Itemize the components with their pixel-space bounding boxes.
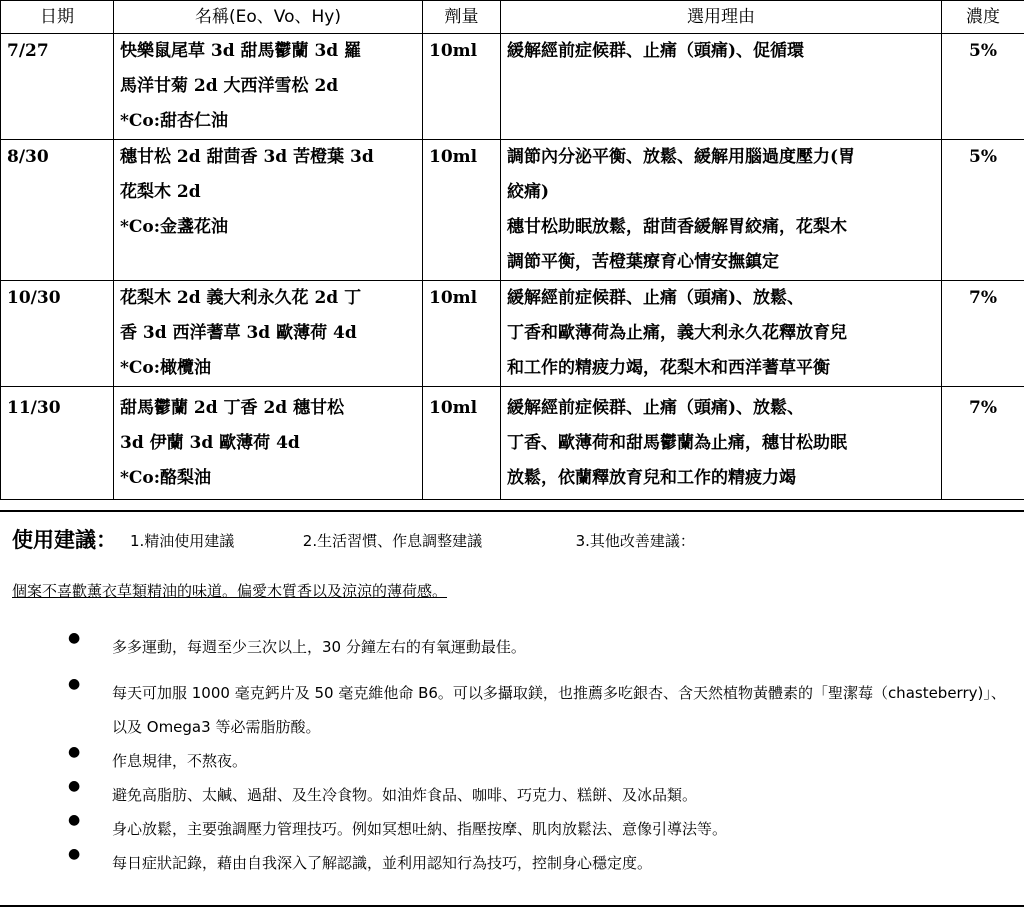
row-dose: 10ml [423,34,501,140]
row-name [114,140,423,281]
name-line: 3d 伊蘭 3d 歐薄荷 4d [120,433,300,453]
tip-text: 每日症狀記錄，藉由自我深入了解認識，並利用認知行為技巧，控制身心穩定度。 [112,854,653,872]
header-name: 名稱(Eo、Vo、Hy) [114,1,423,34]
row-date: 11/30 [1,387,114,500]
name-line: 穗甘松 2d 甜茴香 3d 苦橙葉 3d [120,147,374,167]
row-date: 7/27 [1,34,114,140]
advice-item-lifestyle: 2.生活習慣、作息調整建議 [302,532,483,550]
row-reason [501,34,942,140]
header-date: 日期 [1,1,114,34]
table-row [1,387,1024,500]
reason-line: 放鬆，依蘭釋放育兒和工作的精疲力竭 [507,468,796,488]
carrier-oil: *Co:甜杏仁油 [120,111,229,131]
header-reason: 選用理由 [501,1,942,34]
reason-line: 調節內分泌平衡、放鬆、緩解用腦過度壓力(胃 [507,147,856,167]
tip-text: 作息規律，不熬夜。 [112,752,248,770]
reason-line: 和工作的精疲力竭，花梨木和西洋蓍草平衡 [507,358,830,378]
row-name [114,34,423,140]
advice-item-other: 3.其他改善建議： [575,532,695,550]
row-dose: 10ml [423,140,501,281]
row-concentration: 5% [942,140,1024,281]
list-item [0,676,1012,744]
row-date: 8/30 [1,140,114,281]
reason-line: 緩解經前症候群、止痛（頭痛)、促循環 [507,41,805,61]
name-line: 花梨木 2d [120,182,201,202]
row-name [114,387,423,500]
bullet-icon: ● [68,676,81,692]
tip-text: 身心放鬆，主要強調壓力管理技巧。例如冥想吐納、指壓按摩、肌肉放鬆法、意像引導法等。 [112,820,728,838]
table-row [1,281,1024,387]
tip-text: 每天可加服 1000 毫克鈣片及 50 毫克維他命 B6。可以多攝取鎂，也推薦多吃銀杏、含天然植物黃體素的「聖潔莓（chasteberry)」、以及 Omega3 等必需脂肪酸。 [112,684,1006,736]
reason-line: 丁香、歐薄荷和甜馬鬱蘭為止痛，穗甘松助眠 [507,433,847,453]
reason-line: 緩解經前症候群、止痛（頭痛)、放鬆、 [507,288,805,308]
advice-categories [130,530,695,551]
page-bottom-divider [0,905,1024,907]
header-dose: 劑量 [423,1,501,34]
header-concentration: 濃度 [942,1,1024,34]
tip-text: 多多運動，每週至少三次以上，30 分鐘左右的有氧運動最佳。 [112,638,526,656]
reason-line: 絞痛) [507,182,550,202]
bullet-icon: ● [68,744,81,760]
name-line: 香 3d 西洋蓍草 3d 歐薄荷 4d [120,323,357,343]
client-preference-note: 個案不喜歡薰衣草類精油的味道。偏愛木質香以及涼涼的薄荷感。 [12,582,448,600]
lifestyle-tips-list [0,630,1012,880]
advice-title: 使用建議： [12,528,117,552]
table-header-row [1,1,1024,34]
list-item [0,744,1012,778]
table-row [1,140,1024,281]
list-item [0,846,1012,880]
bullet-icon: ● [68,846,81,862]
row-name [114,281,423,387]
row-reason [501,387,942,500]
list-item [0,778,1012,812]
row-concentration: 5% [942,34,1024,140]
carrier-oil: *Co:橄欖油 [120,358,212,378]
row-reason [501,140,942,281]
row-concentration: 7% [942,281,1024,387]
name-line: 快樂鼠尾草 3d 甜馬鬱蘭 3d 羅 [120,41,362,61]
tip-text: 避免高脂肪、太鹹、過甜、及生冷食物。如油炸食品、咖啡、巧克力、糕餅、及冰品類。 [112,786,698,804]
row-concentration: 7% [942,387,1024,500]
carrier-oil: *Co:金盞花油 [120,217,229,237]
bullet-icon: ● [68,630,81,646]
bullet-icon: ● [68,778,81,794]
row-dose: 10ml [423,281,501,387]
row-dose: 10ml [423,387,501,500]
table-row [1,34,1024,140]
name-line: 馬洋甘菊 2d 大西洋雪松 2d [120,76,339,96]
list-item [0,812,1012,846]
table-bottom-divider [0,510,1024,512]
reason-line: 調節平衡，苦橙葉療育心情安撫鎮定 [507,252,779,272]
list-item [0,630,1012,664]
name-line: 花梨木 2d 義大利永久花 2d 丁 [120,288,362,308]
row-date: 10/30 [1,281,114,387]
advice-item-essential-oil: 1.精油使用建議 [130,532,235,550]
reason-line: 丁香和歐薄荷為止痛，義大利永久花釋放育兒 [507,323,847,343]
reason-line: 緩解經前症候群、止痛（頭痛)、放鬆、 [507,398,805,418]
reason-line: 穗甘松助眠放鬆，甜茴香緩解胃絞痛，花梨木 [507,217,847,237]
name-line: 甜馬鬱蘭 2d 丁香 2d 穗甘松 [120,398,345,418]
row-reason [501,281,942,387]
bullet-icon: ● [68,812,81,828]
carrier-oil: *Co:酪梨油 [120,468,212,488]
